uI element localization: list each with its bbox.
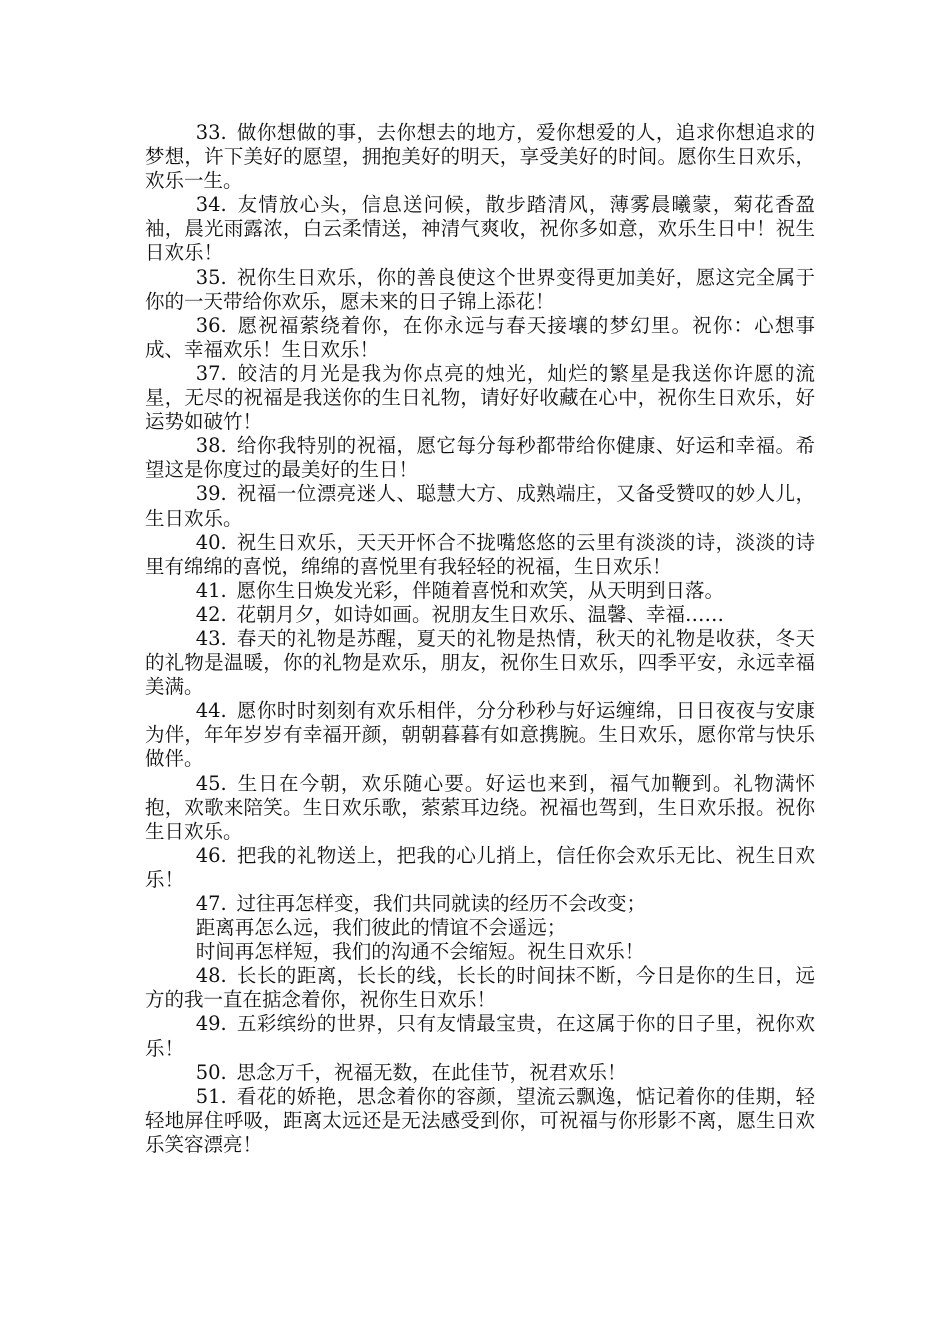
paragraph-40 bbox=[145, 531, 815, 579]
paragraph-34 bbox=[145, 193, 815, 265]
paragraph-text: 长长的距离，长长的线，长长的时间抹不断，今日是你的生日，远方的我一直在掂念着你，祝你生日欢乐！ bbox=[145, 964, 815, 1012]
paragraph-text: 皎洁的月光是我为你点亮的烛光，灿烂的繁星是我送你许愿的流星，无尽的祝福是我送你的生日礼物，请好好收藏在心中，祝你生日欢乐，好运势如破竹！ bbox=[145, 361, 815, 434]
paragraph-41 bbox=[145, 579, 815, 603]
paragraph-number: 37. bbox=[195, 361, 227, 385]
paragraph-number: 36. bbox=[195, 313, 227, 337]
paragraph-38 bbox=[145, 434, 815, 482]
paragraph-33 bbox=[145, 121, 815, 193]
paragraph-number: 43. bbox=[195, 626, 227, 650]
document-body bbox=[145, 121, 815, 1157]
paragraph-46 bbox=[145, 844, 815, 892]
paragraph-text: 春天的礼物是苏醒，夏天的礼物是热情，秋天的礼物是收获，冬天的礼物是温暖，你的礼物是欢乐，朋友，祝你生日欢乐，四季平安，永远幸福美满。 bbox=[145, 626, 815, 699]
paragraph-number: 45. bbox=[195, 771, 227, 795]
paragraph-text: 距离再怎么远，我们彼此的情谊不会遥远； bbox=[195, 916, 567, 940]
paragraph-text: 愿祝福萦绕着你，在你永远与春天接壤的梦幻里。祝你：心想事成、幸福欢乐！生日欢乐！ bbox=[145, 313, 815, 361]
paragraph-text: 友情放心头，信息送问候，散步踏清风，薄雾晨曦蒙，菊花香盈袖，晨光雨露浓，白云柔情送，神清气爽收，祝你多如意，欢乐生日中！祝生日欢乐！ bbox=[145, 193, 815, 265]
paragraph-number: 39. bbox=[195, 482, 227, 506]
paragraph-49 bbox=[145, 1012, 815, 1060]
paragraph-51 bbox=[145, 1085, 815, 1157]
paragraph-number: 40. bbox=[195, 530, 227, 554]
paragraph-text: 做你想做的事，去你想去的地方，爱你想爱的人，追求你想追求的梦想，许下美好的愿望，拥抱美好的明天，享受美好的时间。愿你生日欢乐，欢乐一生。 bbox=[145, 121, 815, 193]
paragraph-text: 花朝月夕，如诗如画。祝朋友生日欢乐、温馨、幸福…… bbox=[236, 602, 724, 626]
paragraph-text: 过往再怎样变，我们共同就读的经历不会改变； bbox=[236, 892, 646, 915]
paragraph-47-line-3 bbox=[145, 940, 815, 964]
paragraph-number: 34. bbox=[195, 193, 227, 217]
paragraph-number: 33. bbox=[195, 121, 227, 144]
paragraph-text: 五彩缤纷的世界，只有友情最宝贵，在这属于你的日子里，祝你欢乐！ bbox=[145, 1012, 815, 1060]
paragraph-number: 47. bbox=[195, 892, 227, 915]
paragraph-number: 42. bbox=[195, 602, 227, 626]
paragraph-50 bbox=[145, 1061, 815, 1085]
paragraph-number: 38. bbox=[195, 434, 227, 458]
paragraph-47-line-2 bbox=[145, 916, 815, 940]
paragraph-text: 祝福一位漂亮迷人、聪慧大方、成熟端庄，又备受赞叹的妙人儿，生日欢乐。 bbox=[145, 482, 815, 530]
paragraph-text: 给你我特别的祝福，愿它每分每秒都带给你健康、好运和幸福。希望这是你度过的最美好的生日！ bbox=[145, 434, 815, 482]
paragraph-44 bbox=[145, 699, 815, 771]
paragraph-39 bbox=[145, 482, 815, 530]
paragraph-text: 思念万千，祝福无数，在此佳节，祝君欢乐！ bbox=[236, 1060, 627, 1084]
paragraph-number: 48. bbox=[195, 964, 227, 988]
paragraph-text: 愿你时时刻刻有欢乐相伴，分分秒秒与好运缠绵，日日夜夜与安康为伴，年年岁岁有幸福开颜，朝朝暮暮有如意携腕。生日欢乐，愿你常与快乐做伴。 bbox=[145, 699, 815, 771]
paragraph-48 bbox=[145, 964, 815, 1012]
paragraph-45 bbox=[145, 772, 815, 844]
paragraph-number: 44. bbox=[195, 699, 227, 723]
paragraph-number: 41. bbox=[195, 578, 227, 602]
paragraph-47 bbox=[145, 892, 815, 916]
paragraph-36 bbox=[145, 314, 815, 362]
paragraph-text: 时间再怎样短，我们的沟通不会缩短。祝生日欢乐！ bbox=[195, 940, 645, 964]
paragraph-number: 51. bbox=[195, 1084, 227, 1108]
paragraph-35 bbox=[145, 266, 815, 314]
paragraph-text: 看花的娇艳，思念着你的容颜，望流云飘逸，惦记着你的佳期，轻轻地屏住呼吸，距离太远还是无法感受到你，可祝福与你形影不离，愿生日欢乐笑容漂亮！ bbox=[145, 1084, 815, 1156]
paragraph-text: 生日在今朝，欢乐随心要。好运也来到，福气加鞭到。礼物满怀抱，欢歌来陪笑。生日欢乐歌，萦萦耳边绕。祝福也驾到，生日欢乐报。祝你生日欢乐。 bbox=[145, 771, 815, 843]
paragraph-number: 49. bbox=[195, 1012, 227, 1036]
paragraph-text: 把我的礼物送上，把我的心儿捎上，信任你会欢乐无比、祝生日欢乐！ bbox=[145, 843, 815, 891]
paragraph-number: 35. bbox=[195, 265, 227, 289]
paragraph-number: 50. bbox=[195, 1060, 227, 1084]
paragraph-37 bbox=[145, 362, 815, 434]
paragraph-text: 祝你生日欢乐，你的善良使这个世界变得更加美好，愿这完全属于你的一天带给你欢乐，愿未来的日子锦上添花！ bbox=[145, 265, 815, 313]
paragraph-43 bbox=[145, 627, 815, 699]
paragraph-text: 祝生日欢乐，天天开怀合不拢嘴悠悠的云里有淡淡的诗，淡淡的诗里有绵绵的喜悦，绵绵的喜悦里有我轻轻的祝福，生日欢乐！ bbox=[145, 530, 815, 578]
paragraph-42 bbox=[145, 603, 815, 627]
paragraph-number: 46. bbox=[195, 843, 227, 867]
paragraph-text: 愿你生日焕发光彩，伴随着喜悦和欢笑，从天明到日落。 bbox=[236, 578, 724, 602]
